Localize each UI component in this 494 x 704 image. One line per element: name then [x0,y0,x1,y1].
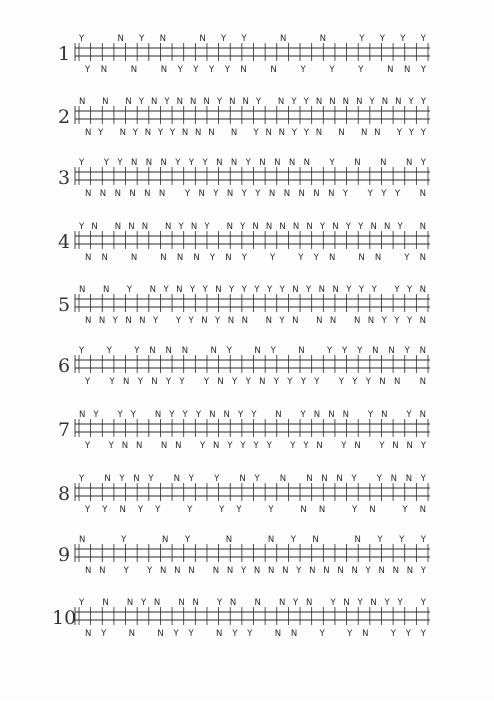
row-number: 6 [58,355,71,377]
marks-above: N N Y NYNYYNYYYYYNYNNYYY YYN [79,285,427,295]
row-number: 8 [58,483,71,505]
marks-below: Y YNN NN YNYYYY YYN YN YNNY [85,441,427,451]
row-number: 1 [58,43,71,65]
answer-row [58,34,430,75]
marks-below: NY N NYY NYY NN Y YN YYY [85,629,427,639]
row-number: 2 [58,106,71,128]
marks-above: YN NNN NYNY NYNNNNNYNYYNNY N [79,222,426,232]
marks-above: Y NYNY NY Y NY N NNNY YNNY [79,474,427,484]
answer-row [58,222,430,263]
marks-above: Y NYN NYY N N YYYY [79,34,426,44]
marks-above: Y N NYN NN YN N NYN YNYNYY Y [79,598,426,608]
marks-below: NNNNNN YNYNYYNNNNNY YYY N [85,189,427,199]
row-number: 7 [58,419,71,441]
marks-below: NN Y YNNN NNYNNNYNNNNYNNNY [85,566,426,576]
marks-below: NNYNNY YYNYNN NYN NN NNYYYN [85,316,426,326]
row-number: 5 [58,294,71,316]
marks-above: NY YY NYYYNNYY N YNNN YN YN [79,410,426,420]
row-number: 9 [58,544,71,566]
marks-below: YYNYY Y YY Y NN YN YN [85,505,426,515]
marks-above: Y YYNNNYYYNNYNNNN Y N N NY [79,158,427,168]
answer-row [58,346,430,387]
marks-below: YN N NYYYYN N Y Y Y NNY [85,65,427,75]
answer-row [58,158,430,199]
marks-above: N Y NY N NYN NYYY [79,535,426,545]
marks-below: Y YNYNYY YNYYNYYYY YYYNN N [85,377,426,387]
answer-row [52,598,430,639]
marks-above: N N NYNYNNNYNNY NYYNNNNYNNYY [79,97,427,107]
marks-above: Y Y YNNN NY NY N YYYNNYN [79,346,426,356]
marks-below: NY NYNYYNNN N YNNYYN N NN YYY [85,128,426,138]
row-number: 4 [58,231,71,253]
answer-row [58,474,430,515]
row-number: 10 [52,607,77,629]
answer-row [58,535,430,576]
marks-below: NN N NNNYNY Y YYN NN YN [85,253,426,263]
answer-row [58,285,430,326]
answer-row [58,97,430,138]
answer-row [58,410,430,451]
row-number: 3 [58,167,71,189]
